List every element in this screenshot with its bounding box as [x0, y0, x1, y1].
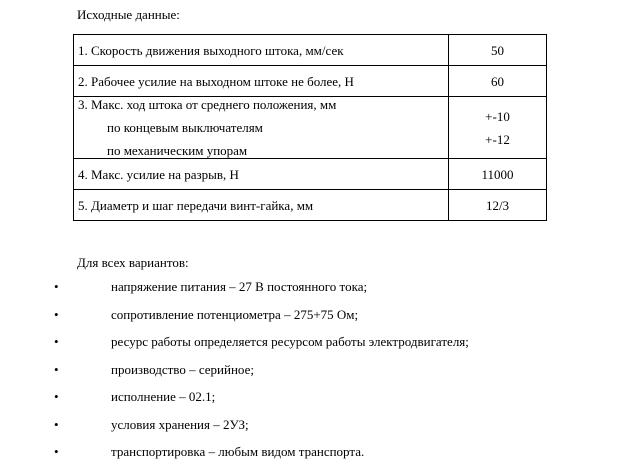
sub-row-label: по концевым выключателям	[107, 120, 263, 135]
row-label: 1. Скорость движения выходного штока, мм/сек	[74, 35, 449, 66]
row-value-group	[449, 97, 547, 159]
list-item-text: производство – серийное;	[111, 361, 254, 377]
bullet-icon: •	[54, 389, 59, 404]
section-heading: Исходные данные:	[77, 7, 180, 22]
sub-row-value: +-10	[485, 108, 510, 124]
variants-heading: Для всех вариантов:	[77, 255, 189, 270]
row-value: 12/3	[449, 190, 547, 221]
bullet-icon: •	[54, 361, 59, 377]
table-row	[74, 35, 547, 66]
list-item-text: исполнение – 02.1;	[111, 389, 216, 404]
list-item-text: напряжение питания – 27 В постоянного тока;	[111, 279, 368, 294]
table-row	[74, 190, 547, 221]
table-row	[74, 66, 547, 97]
table-row	[74, 159, 547, 190]
row-value: 60	[449, 66, 547, 97]
table-row	[74, 97, 547, 159]
sub-row-value: +-12	[485, 131, 510, 147]
row-label: 3. Макс. ход штока от среднего положения, мм	[78, 97, 337, 112]
sub-row-label: по механическим упорам	[107, 143, 248, 158]
bullet-icon: •	[54, 306, 59, 322]
row-value: 11000	[449, 159, 547, 190]
bullet-icon: •	[54, 334, 59, 349]
row-label: 4. Макс. усилие на разрыв, Н	[74, 159, 449, 190]
list-item-text: транспортировка – любым видом транспорта.	[111, 444, 365, 459]
row-label-group	[74, 97, 449, 159]
parameters-table	[73, 34, 547, 221]
row-label: 5. Диаметр и шаг передачи винт-гайка, мм	[74, 190, 449, 221]
list-item-text: ресурс работы определяется ресурсом работы электродвигателя;	[111, 334, 469, 349]
bullet-icon: •	[54, 416, 59, 432]
bullet-icon: •	[54, 444, 59, 459]
list-item-text: сопротивление потенциометра – 275+75 Ом;	[111, 306, 359, 322]
row-value: 50	[449, 35, 547, 66]
bullet-icon: •	[54, 279, 59, 294]
row-label: 2. Рабочее усилие на выходном штоке не более, Н	[74, 66, 449, 97]
list-item-text: условия хранения – 2УЗ;	[111, 416, 249, 432]
